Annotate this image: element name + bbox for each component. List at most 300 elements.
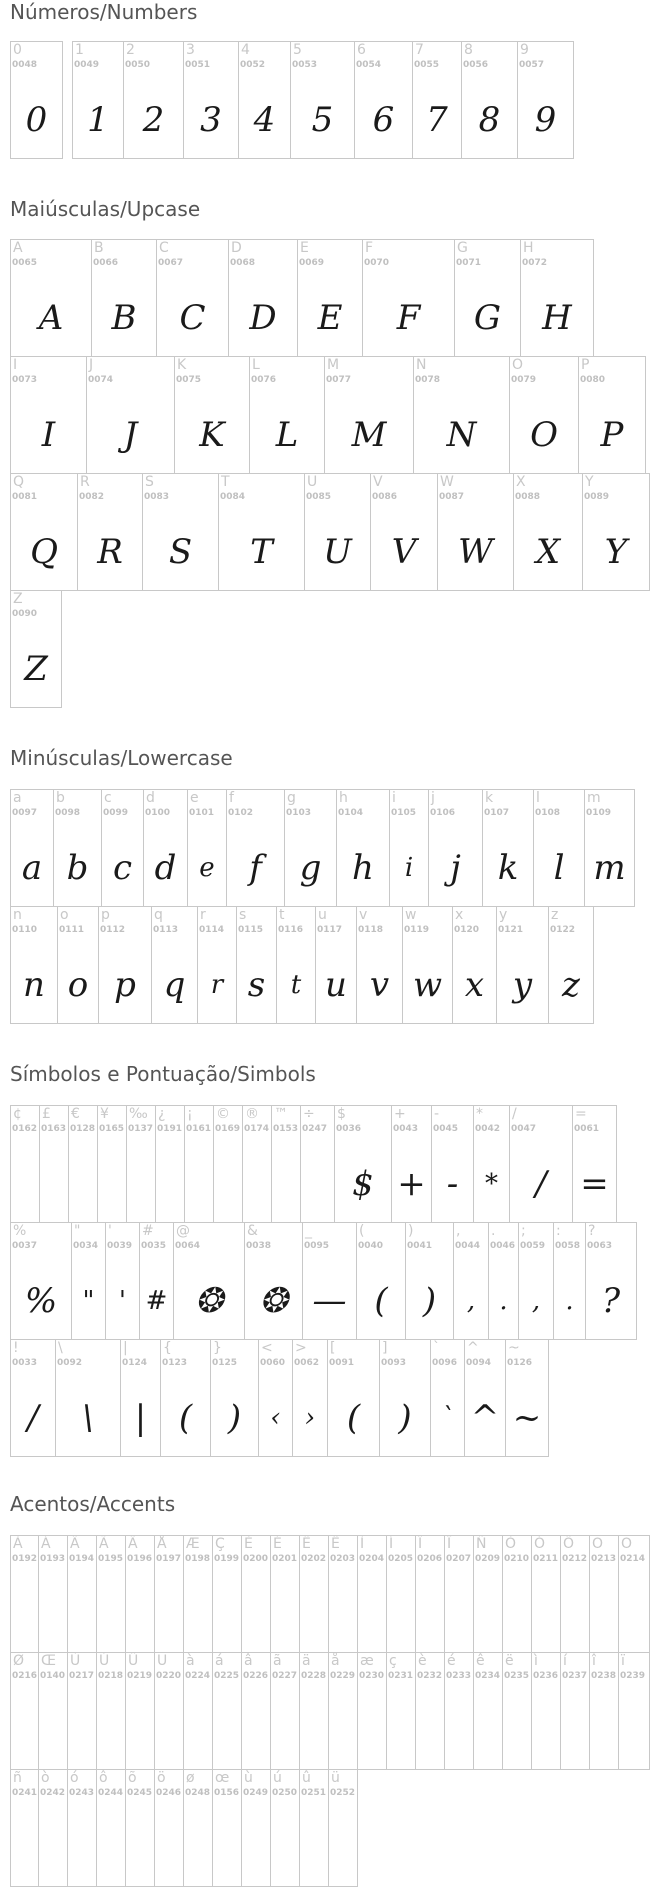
glyph-sample: w <box>412 965 443 1005</box>
glyph-code-label: 0040 <box>358 1241 384 1251</box>
glyph-code-label: 0209 <box>475 1554 501 1564</box>
glyph-code-label: 0107 <box>484 808 510 818</box>
glyph-character-label: ë <box>505 1653 514 1669</box>
glyph-character-label: Õ <box>592 1536 604 1552</box>
glyph-sample: + <box>397 1164 426 1204</box>
glyph-code-label: 0092 <box>57 1358 83 1368</box>
glyph-cell <box>473 1535 503 1653</box>
glyph-cell <box>38 1652 68 1770</box>
glyph-cell <box>509 356 579 474</box>
glyph-sample: ' <box>118 1286 127 1316</box>
glyph-cell <box>290 41 355 159</box>
glyph-code-label: 0096 <box>432 1358 458 1368</box>
glyph-sample: / <box>27 1398 39 1438</box>
glyph-code-label: 0072 <box>522 258 548 268</box>
glyph-sample: K <box>199 415 225 455</box>
glyph-code-label: 0048 <box>12 60 38 70</box>
glyph-cell <box>236 906 277 1024</box>
glyph-code-label: 0038 <box>246 1241 272 1251</box>
glyph-sample: E <box>317 298 343 338</box>
glyph-cell <box>370 473 438 591</box>
glyph-sample: ( <box>178 1398 193 1438</box>
glyph-character-label: w <box>405 907 417 923</box>
glyph-sample: F <box>396 298 421 338</box>
glyph-code-label: 0120 <box>454 925 480 935</box>
glyph-cell <box>302 1222 357 1340</box>
glyph-cell <box>72 41 124 159</box>
glyph-character-label: A <box>13 240 23 256</box>
glyph-character-label: F <box>365 240 374 256</box>
glyph-code-label: 0065 <box>12 258 38 268</box>
glyph-character-label: Ü <box>157 1653 168 1669</box>
glyph-code-label: 0070 <box>364 258 390 268</box>
glyph-character-label: a <box>13 790 22 806</box>
glyph-cell <box>238 41 291 159</box>
glyph-character-label: 4 <box>241 42 250 58</box>
glyph-cell <box>578 356 646 474</box>
glyph-character-label: p <box>101 907 110 923</box>
glyph-code-label: 0062 <box>294 1358 320 1368</box>
glyph-code-label: 0205 <box>388 1554 414 1564</box>
glyph-code-label: 0047 <box>511 1124 537 1134</box>
glyph-character-label: o <box>60 907 69 923</box>
glyph-character-label: ‰ <box>129 1106 148 1122</box>
glyph-cell <box>10 1222 72 1340</box>
glyph-cell <box>488 1222 519 1340</box>
glyph-code-label: 0035 <box>141 1241 167 1251</box>
glyph-character-label: b <box>56 790 65 806</box>
glyph-code-label: 0068 <box>230 258 256 268</box>
glyph-character-label: $ <box>337 1106 346 1122</box>
glyph-character-label: ó <box>70 1770 79 1786</box>
glyph-cell <box>183 1652 213 1770</box>
glyph-sample: B <box>111 298 137 338</box>
glyph-code-label: 0249 <box>243 1788 269 1798</box>
glyph-cell <box>96 1769 126 1887</box>
glyph-cell <box>226 789 285 907</box>
glyph-character-label: è <box>418 1653 427 1669</box>
glyph-code-label: 0212 <box>562 1554 588 1564</box>
glyph-code-label: 0202 <box>301 1554 327 1564</box>
section-title-accents: Acentos/Accents <box>10 1492 176 1516</box>
glyph-cell <box>249 356 325 474</box>
glyph-cell <box>513 473 583 591</box>
glyph-sample: 4 <box>253 100 276 140</box>
glyph-character-label: , <box>456 1223 461 1239</box>
glyph-cell <box>10 41 63 159</box>
glyph-character-label: E <box>300 240 309 256</box>
glyph-cell <box>362 239 455 357</box>
glyph-sample: ? <box>601 1281 621 1321</box>
glyph-cell <box>244 1222 303 1340</box>
glyph-code-label: 0073 <box>12 375 38 385</box>
glyph-character-label: ( <box>359 1223 365 1239</box>
glyph-character-label: \ <box>58 1340 63 1356</box>
glyph-character-label: ] <box>382 1340 388 1356</box>
glyph-cell <box>120 1339 161 1457</box>
glyph-code-label: 0059 <box>520 1241 546 1251</box>
glyph-cell <box>509 1105 573 1223</box>
glyph-sample: z <box>562 965 580 1005</box>
glyph-code-label: 0206 <box>417 1554 443 1564</box>
glyph-cell <box>38 1535 68 1653</box>
glyph-cell <box>96 1535 126 1653</box>
glyph-character-label: @ <box>176 1223 190 1239</box>
glyph-code-label: 0246 <box>156 1788 182 1798</box>
glyph-character-label: É <box>273 1536 282 1552</box>
glyph-cell <box>213 1105 243 1223</box>
glyph-character-label: ò <box>41 1770 50 1786</box>
glyph-sample: y <box>512 965 533 1005</box>
glyph-sample: C <box>179 298 206 338</box>
glyph-code-label: 0053 <box>292 60 318 70</box>
glyph-cell <box>473 1652 503 1770</box>
glyph-character-label: € <box>71 1106 80 1122</box>
glyph-character-label: Z <box>13 591 23 607</box>
glyph-sample: u <box>325 965 347 1005</box>
glyph-character-label: ¡ <box>187 1106 193 1122</box>
glyph-code-label: 0104 <box>338 808 364 818</box>
glyph-code-label: 0054 <box>356 60 382 70</box>
glyph-character-label: Æ <box>186 1536 200 1552</box>
glyph-cell <box>173 1222 245 1340</box>
glyph-cell <box>461 41 518 159</box>
glyph-code-label: 0088 <box>515 492 541 502</box>
glyph-cell <box>212 1652 242 1770</box>
glyph-cell <box>228 239 298 357</box>
glyph-sample: s <box>247 965 266 1005</box>
glyph-character-label: ü <box>331 1770 340 1786</box>
glyph-sample: \ <box>82 1398 94 1438</box>
glyph-character-label: W <box>440 474 454 490</box>
glyph-sample: , <box>466 1286 476 1316</box>
glyph-character-label: Q <box>13 474 25 490</box>
glyph-cell <box>496 906 549 1024</box>
glyph-character-label: s <box>239 907 247 923</box>
glyph-cell <box>386 1652 416 1770</box>
glyph-code-label: 0192 <box>12 1554 38 1564</box>
glyph-character-label: M <box>327 357 340 373</box>
glyph-code-label: 0236 <box>533 1671 559 1681</box>
glyph-code-label: 0111 <box>59 925 85 935</box>
glyph-cell <box>482 789 534 907</box>
glyph-character-label: q <box>154 907 163 923</box>
glyph-character-label: Ñ <box>476 1536 487 1552</box>
glyph-sample: P <box>600 415 624 455</box>
glyph-code-label: 0046 <box>490 1241 516 1251</box>
glyph-code-label: 0153 <box>273 1124 299 1134</box>
glyph-code-label: 0226 <box>243 1671 269 1681</box>
glyph-sample: x <box>464 965 485 1005</box>
glyph-code-label: 0041 <box>407 1241 433 1251</box>
glyph-code-label: 0124 <box>122 1358 148 1368</box>
glyph-code-label: 0067 <box>158 258 184 268</box>
glyph-code-label: 0204 <box>359 1554 385 1564</box>
glyph-code-label: 0093 <box>381 1358 407 1368</box>
glyph-code-label: 0197 <box>156 1554 182 1564</box>
glyph-character-label: R <box>80 474 90 490</box>
glyph-character-label: v <box>359 907 368 923</box>
glyph-cell <box>139 1222 174 1340</box>
glyph-cell <box>197 906 237 1024</box>
glyph-code-label: 0064 <box>175 1241 201 1251</box>
glyph-sample: ~ <box>512 1398 542 1438</box>
glyph-cell <box>517 41 574 159</box>
glyph-sample: t <box>290 970 302 1000</box>
glyph-character-label: î <box>592 1653 596 1669</box>
glyph-code-label: 0079 <box>511 375 537 385</box>
glyph-character-label: G <box>457 240 468 256</box>
glyph-sample: 9 <box>534 100 557 140</box>
glyph-code-label: 0045 <box>433 1124 459 1134</box>
glyph-cell <box>71 1222 106 1340</box>
glyph-character-label: % <box>13 1223 27 1239</box>
glyph-code-label: 0203 <box>330 1554 356 1564</box>
glyph-code-label: 0156 <box>214 1788 240 1798</box>
glyph-cell <box>86 356 175 474</box>
glyph-code-label: 0121 <box>498 925 524 935</box>
glyph-code-label: 0082 <box>79 492 105 502</box>
glyph-cell <box>53 789 102 907</box>
glyph-character-label: Ù <box>70 1653 81 1669</box>
glyph-character-label: Ê <box>302 1536 311 1552</box>
glyph-character-label: " <box>74 1223 81 1239</box>
glyph-code-label: 0247 <box>302 1124 328 1134</box>
glyph-cell <box>183 1535 213 1653</box>
glyph-cell <box>174 356 250 474</box>
glyph-code-label: 0055 <box>414 60 440 70</box>
glyph-code-label: 0056 <box>463 60 489 70</box>
glyph-sample: I <box>41 415 56 455</box>
glyph-cell <box>212 1769 242 1887</box>
glyph-code-label: 0036 <box>336 1124 362 1134</box>
glyph-cell <box>584 789 635 907</box>
glyph-cell <box>123 41 184 159</box>
glyph-character-label: é <box>447 1653 456 1669</box>
glyph-character-label: ¢ <box>13 1106 22 1122</box>
glyph-character-label: © <box>216 1106 230 1122</box>
glyph-character-label: à <box>186 1653 195 1669</box>
glyph-character-label: ï <box>621 1653 625 1669</box>
glyph-character-label: ™ <box>274 1106 288 1122</box>
glyph-sample: g <box>299 848 322 888</box>
glyph-code-label: 0214 <box>620 1554 646 1564</box>
glyph-cell <box>357 1535 387 1653</box>
glyph-sample: 8 <box>478 100 501 140</box>
glyph-code-label: 0098 <box>55 808 81 818</box>
glyph-code-label: 0252 <box>330 1788 356 1798</box>
glyph-cell <box>154 1652 184 1770</box>
glyph-sample: $ <box>352 1164 374 1204</box>
glyph-sample: T <box>250 532 273 572</box>
glyph-code-label: 0227 <box>272 1671 298 1681</box>
glyph-sample: M <box>351 415 387 455</box>
glyph-cell <box>57 906 99 1024</box>
glyph-cell <box>585 1222 637 1340</box>
glyph-sample: j <box>450 848 461 888</box>
glyph-cell <box>96 1652 126 1770</box>
glyph-code-label: 0057 <box>519 60 545 70</box>
glyph-code-label: 0191 <box>157 1124 183 1134</box>
glyph-cell <box>354 41 413 159</box>
glyph-character-label: Ï <box>447 1536 452 1552</box>
glyph-cell <box>315 906 357 1024</box>
glyph-character-label: ¿ <box>158 1106 166 1122</box>
glyph-code-label: 0033 <box>12 1358 38 1368</box>
glyph-character-label: Ì <box>360 1536 365 1552</box>
glyph-sample: Y <box>604 532 628 572</box>
glyph-code-label: 0235 <box>504 1671 530 1681</box>
glyph-cell <box>10 239 92 357</box>
glyph-cell <box>67 1535 97 1653</box>
glyph-cell <box>187 789 227 907</box>
glyph-cell <box>143 789 188 907</box>
glyph-cell <box>284 789 337 907</box>
glyph-code-label: 0063 <box>587 1241 613 1251</box>
glyph-character-label: N <box>416 357 427 373</box>
glyph-code-label: 0105 <box>391 808 417 818</box>
glyph-character-label: æ <box>360 1653 374 1669</box>
glyph-character-label: ` <box>433 1340 440 1356</box>
glyph-cell <box>271 1105 301 1223</box>
glyph-sample: 5 <box>311 100 334 140</box>
glyph-character-label: & <box>247 1223 258 1239</box>
glyph-cell <box>412 41 462 159</box>
glyph-code-label: 0137 <box>128 1124 154 1134</box>
glyph-character-label: Î <box>418 1536 423 1552</box>
glyph-cell <box>38 1769 68 1887</box>
glyph-cell <box>297 239 363 357</box>
glyph-character-label: k <box>485 790 494 806</box>
glyph-code-label: 0094 <box>466 1358 492 1368</box>
glyph-code-label: 0110 <box>12 925 38 935</box>
glyph-cell <box>241 1769 271 1887</box>
glyph-cell <box>270 1769 300 1887</box>
glyph-character-label: û <box>302 1770 311 1786</box>
glyph-character-label: C <box>159 240 169 256</box>
glyph-sample: - <box>446 1164 459 1204</box>
glyph-character-label: f <box>229 790 234 806</box>
glyph-cell <box>452 906 497 1024</box>
glyph-character-label: S <box>145 474 154 490</box>
glyph-code-label: 0101 <box>189 808 215 818</box>
glyph-cell <box>184 1105 214 1223</box>
glyph-sample: d <box>154 848 177 888</box>
glyph-code-label: 0194 <box>69 1554 95 1564</box>
glyph-sample: i <box>404 853 414 883</box>
glyph-sample: / <box>535 1164 547 1204</box>
glyph-character-label: } <box>213 1340 222 1356</box>
glyph-sample: . <box>565 1286 574 1316</box>
glyph-cell <box>357 1652 387 1770</box>
glyph-cell <box>589 1535 619 1653</box>
glyph-code-label: 0095 <box>304 1241 330 1251</box>
glyph-cell <box>154 1535 184 1653</box>
glyph-cell <box>98 906 152 1024</box>
glyph-cell <box>356 1222 406 1340</box>
glyph-sample: 2 <box>142 100 165 140</box>
glyph-sample: V <box>391 532 417 572</box>
glyph-character-label: ¥ <box>100 1106 109 1122</box>
glyph-sample: n <box>23 965 45 1005</box>
glyph-character-label: x <box>455 907 464 923</box>
glyph-sample: . <box>499 1286 508 1316</box>
glyph-character-label: ì <box>534 1653 538 1669</box>
glyph-character-label: _ <box>305 1223 312 1239</box>
glyph-code-label: 0238 <box>591 1671 617 1681</box>
glyph-cell <box>618 1535 650 1653</box>
glyph-sample: Z <box>24 649 48 689</box>
glyph-code-label: 0123 <box>162 1358 188 1368</box>
glyph-sample: 6 <box>372 100 395 140</box>
glyph-cell <box>589 1652 619 1770</box>
glyph-sample: o <box>67 965 89 1005</box>
glyph-code-label: 0060 <box>260 1358 286 1368</box>
glyph-cell <box>444 1652 474 1770</box>
glyph-code-label: 0085 <box>306 492 332 502</box>
glyph-character-label: J <box>89 357 94 373</box>
glyph-code-label: 0217 <box>69 1671 95 1681</box>
glyph-code-label: 0210 <box>504 1554 530 1564</box>
glyph-character-label: Ô <box>563 1536 575 1552</box>
glyph-cell <box>560 1535 590 1653</box>
glyph-sample: ) <box>227 1398 242 1438</box>
glyph-code-label: 0034 <box>73 1241 99 1251</box>
glyph-character-label: X <box>516 474 526 490</box>
glyph-sample: ‹ <box>270 1403 281 1433</box>
glyph-code-label: 0114 <box>199 925 225 935</box>
glyph-cell <box>531 1535 561 1653</box>
glyph-code-label: 0224 <box>185 1671 211 1681</box>
glyph-cell <box>386 1535 416 1653</box>
glyph-sample: ) <box>398 1398 412 1438</box>
glyph-sample: 7 <box>426 100 448 140</box>
glyph-character-label: ä <box>302 1653 311 1669</box>
glyph-code-label: 0083 <box>144 492 170 502</box>
glyph-sample: 3 <box>200 100 222 140</box>
glyph-cell <box>276 906 316 1024</box>
glyph-code-label: 0118 <box>358 925 384 935</box>
glyph-cell <box>299 1652 329 1770</box>
glyph-cell <box>437 473 514 591</box>
glyph-character-label: i <box>392 790 396 806</box>
glyph-code-label: 0230 <box>359 1671 385 1681</box>
glyph-cell <box>67 1652 97 1770</box>
glyph-sample: ( <box>346 1398 361 1438</box>
glyph-cell <box>300 1105 335 1223</box>
glyph-cell <box>453 1222 489 1340</box>
glyph-code-label: 0128 <box>70 1124 96 1134</box>
glyph-character-label: / <box>512 1106 517 1122</box>
glyph-cell <box>618 1652 650 1770</box>
glyph-code-label: 0216 <box>12 1671 38 1681</box>
glyph-character-label: ø <box>186 1770 195 1786</box>
glyph-character-label: > <box>295 1340 307 1356</box>
glyph-cell <box>154 1769 184 1887</box>
glyph-sample: N <box>446 415 477 455</box>
glyph-code-label: 0122 <box>550 925 576 935</box>
glyph-code-label: 0049 <box>74 60 100 70</box>
glyph-cell <box>334 1105 392 1223</box>
glyph-character-label: Ã <box>99 1536 109 1552</box>
glyph-code-label: 0074 <box>88 375 114 385</box>
glyph-code-label: 0250 <box>272 1788 298 1798</box>
glyph-code-label: 0201 <box>272 1554 298 1564</box>
glyph-character-label: 7 <box>415 42 424 58</box>
glyph-code-label: 0199 <box>214 1554 240 1564</box>
glyph-character-label: å <box>331 1653 340 1669</box>
glyph-character-label: ~ <box>508 1340 520 1356</box>
